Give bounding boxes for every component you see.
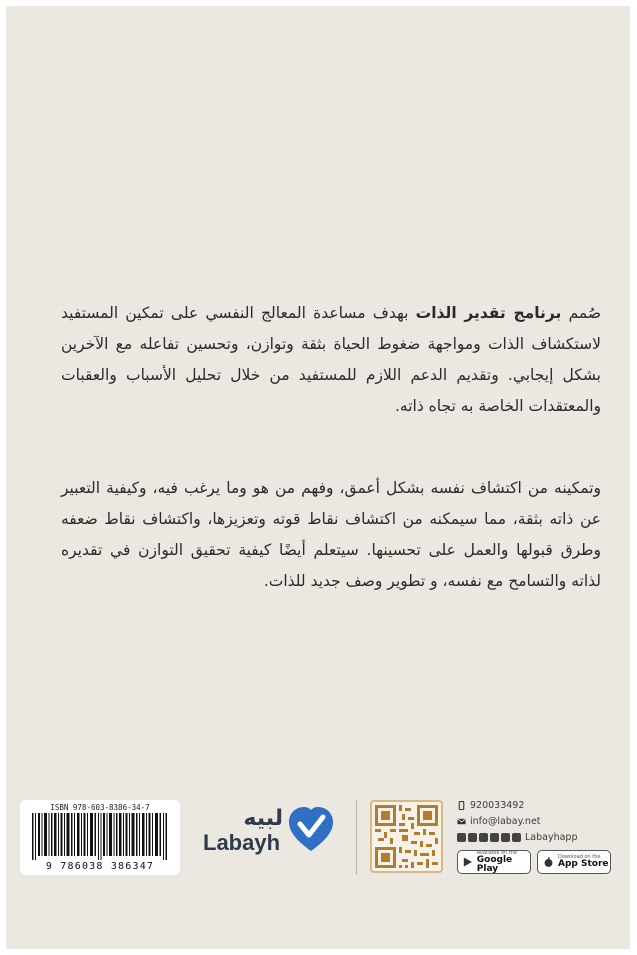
social-handle: Labayhapp: [525, 832, 578, 843]
google-play-small: Available on the: [476, 849, 518, 856]
isbn-text: ISBN 978-603-8386-34-7: [50, 803, 150, 812]
phone-icon: [457, 801, 466, 810]
blurb-lead: صُمم: [561, 304, 602, 322]
logo-arabic-text: لبيه: [243, 806, 283, 831]
contact-email[interactable]: [457, 816, 541, 827]
app-store-label: App Store: [558, 859, 609, 869]
contact-phone[interactable]: [457, 800, 524, 811]
blurb-paragraph-2: وتمكينه من اكتشاف نفسه بشكل أعمق، وفهم من هو وما يرغب فيه، وكيفية التعبير عن ذاته بثقة، مما سيمكنه من اكتشاف نقاط قوته وتعزيزها، واكتشاف نقاط ضعفه وطرق قبولها والعمل على تحسينها. سيتعلم أيضًا كيفية تحقيق التوازن في تقديره لذاته والتسامح مع نفسه، و تطوير وصف جديد للذات.: [61, 479, 601, 590]
x-icon[interactable]: [479, 833, 488, 842]
youtube-icon[interactable]: [501, 833, 510, 842]
social-icons: [457, 833, 521, 842]
qr-code-icon: [372, 802, 441, 871]
labayh-heart-icon: [287, 805, 335, 855]
barcode-card: [20, 800, 180, 875]
app-store-badge[interactable]: [537, 850, 611, 874]
apple-icon: [543, 856, 554, 868]
logo-latin-text: Labayh: [203, 830, 281, 855]
instagram-icon[interactable]: [512, 833, 521, 842]
google-play-icon: [463, 856, 473, 868]
blurb-rest: بهدف مساعدة المعالج النفسي على تمكين المستفيد لاستكشاف الذات ومواجهة ضغوط الحياة بثقة وتوازن، وتحسين تفاعله مع الآخرين بشكل إيجابي. وتقديم الدعم اللازم للمستفيد من خلال تحليل الأسباب والعقبات والمعتقدات الخاصة به تجاه ذاته.: [61, 304, 601, 415]
qr-code[interactable]: [370, 800, 443, 873]
phone-number: 920033492: [470, 800, 525, 811]
google-play-label: Google Play: [476, 854, 513, 874]
mail-icon: [457, 817, 466, 826]
google-play-badge[interactable]: [457, 850, 531, 874]
blurb-paragraph-1: [61, 298, 601, 422]
app-store-small: Download on the: [558, 854, 601, 860]
ean-digits: 9 786038 386347: [45, 861, 155, 872]
email-address: info@labay.net: [470, 816, 541, 827]
facebook-icon[interactable]: [457, 833, 466, 842]
barcode-icon: [30, 813, 170, 860]
snapchat-icon[interactable]: [468, 833, 477, 842]
program-name: برنامج تقدير الذات: [415, 304, 562, 322]
linkedin-icon[interactable]: [490, 833, 499, 842]
contact-social[interactable]: [457, 832, 578, 843]
footer-divider: [356, 800, 357, 875]
